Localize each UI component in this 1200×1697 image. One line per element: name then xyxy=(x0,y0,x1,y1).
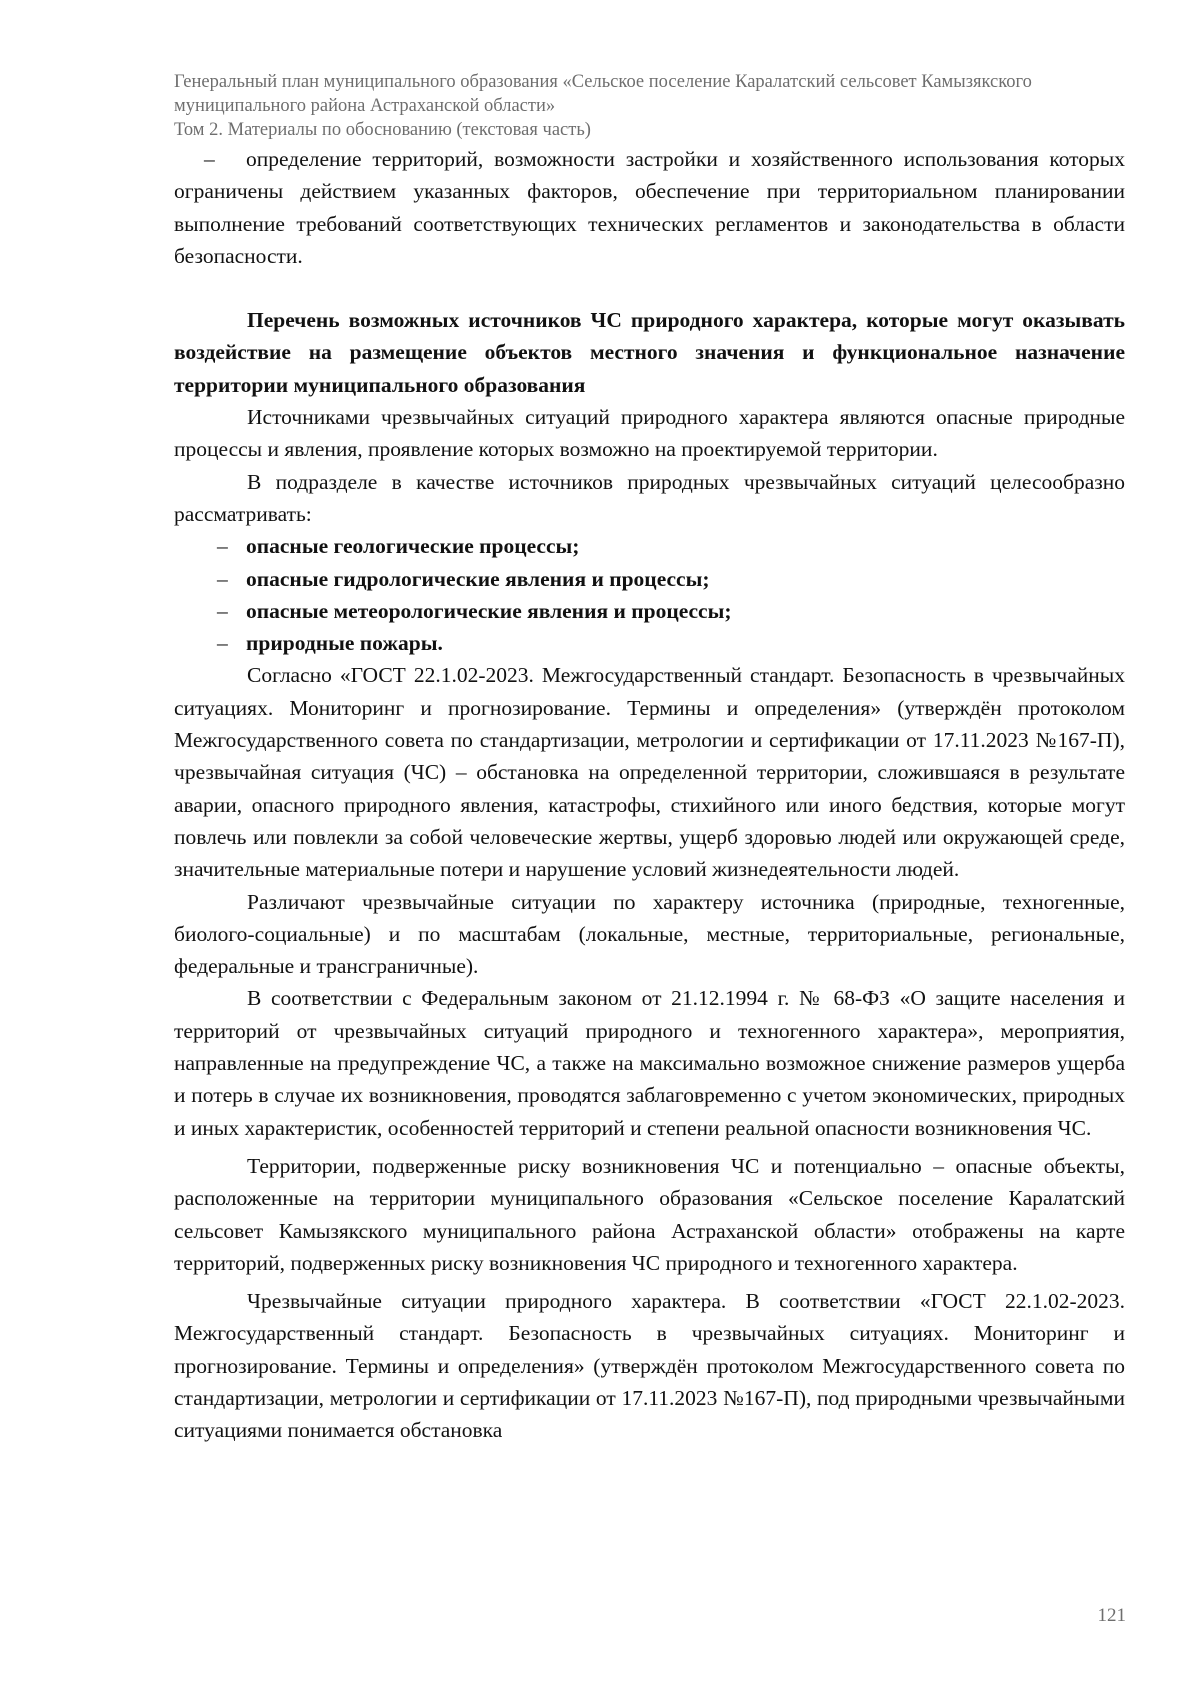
intro-list-item-text: определение территорий, возможности застройки и хозяйственного использования которых ограничены действием указанных факторов, обеспечение при территориальном планировании выполнение требований соответствующих технических регламентов и законодательства в области безопасности. xyxy=(174,147,1125,268)
hazard-list-item xyxy=(174,627,1125,659)
page-body xyxy=(174,143,1125,1447)
paragraph-7: Чрезвычайные ситуации природного характера. В соответствии «ГОСТ 22.1.02-2023. Межгосударственный стандарт. Безопасность в чрезвычайных ситуациях. Мониторинг и прогнозирование. Термины и определения» (утверждён протоколом Межгосударственного совета по стандартизации, метрологии и сертификации от 17.11.2023 №167-П), под природными чрезвычайными ситуациями понимается обстановка xyxy=(174,1289,1125,1443)
dash-marker: – xyxy=(204,147,215,171)
paragraph-5: В соответствии с Федеральным законом от 21.12.1994 г. № 68-ФЗ «О защите населения и территорий от чрезвычайных ситуаций природного и техногенного характера», мероприятия, направленные на предупреждение ЧС, а также на максимально возможное снижение размеров ущерба и потерь в случае их возникновения, проводятся заблаговременно с учетом экономических, природных и иных характеристик, особенностей территорий и степени реальной опасности возникновения ЧС. xyxy=(174,986,1125,1140)
section-heading: Перечень возможных источников ЧС природного характера, которые могут оказывать воздействие на размещение объектов местного значения и функциональное назначение территории муниципального образования xyxy=(174,308,1125,397)
dash-marker: – xyxy=(217,598,228,623)
dash-marker: – xyxy=(217,534,228,559)
hazard-list-item xyxy=(174,530,1125,562)
header-line-1: Генеральный план муниципального образования «Сельское поселение Каралатский сельсовет Камызякского xyxy=(174,72,1032,92)
intro-list-item xyxy=(174,143,1125,272)
hazard-list-item-text: опасные геологические процессы; xyxy=(246,534,580,559)
dash-marker: – xyxy=(217,566,228,591)
hazard-list-item xyxy=(174,595,1125,627)
paragraph-2: В подразделе в качестве источников природных чрезвычайных ситуаций целесообразно рассматривать: xyxy=(174,469,1125,526)
page-number: 121 xyxy=(1097,1605,1126,1626)
dash-marker: – xyxy=(217,631,228,656)
paragraph-3: Согласно «ГОСТ 22.1.02-2023. Межгосударственный стандарт. Безопасность в чрезвычайных ситуациях. Мониторинг и прогнозирование. Термины и определения» (утверждён протоколом Межгосударственного совета по стандартизации, метрологии и сертификации от 17.11.2023 №167-П), чрезвычайная ситуация (ЧС) – обстановка на определенной территории, сложившаяся в результате аварии, опасного природного явления, катастрофы, стихийного или иного бедствия, которые могут повлечь или повлекли за собой человеческие жертвы, ущерб здоровью людей или окружающей среде, значительные материальные потери и нарушение условий жизнедеятельности людей. xyxy=(174,663,1125,882)
paragraph-4: Различают чрезвычайные ситуации по характеру источника (природные, техногенные, биолого-социальные) и по масштабам (локальные, местные, территориальные, региональные, федеральные и трансграничные). xyxy=(174,889,1125,979)
page-header xyxy=(174,70,1134,142)
paragraph-6: Территории, подверженные риску возникновения ЧС и потенциально – опасные объекты, расположенные на территории муниципального образования «Сельское поселение Каралатский сельсовет Камызякского муниципального района Астраханской области» отображены на карте территорий, подверженных риску возникновения ЧС природного и техногенного характера. xyxy=(174,1153,1125,1275)
hazard-list-item-text: опасные гидрологические явления и процессы; xyxy=(246,566,710,591)
header-line-2: муниципального района Астраханской области» xyxy=(174,96,556,116)
hazard-list xyxy=(174,530,1125,659)
paragraph-1: Источниками чрезвычайных ситуаций природного характера являются опасные природные процессы и явления, проявление которых возможно на проектируемой территории. xyxy=(174,405,1125,462)
header-line-3: Том 2. Материалы по обоснованию (текстовая часть) xyxy=(174,120,591,140)
hazard-list-item-text: природные пожары. xyxy=(246,631,443,656)
hazard-list-item xyxy=(174,563,1125,595)
hazard-list-item-text: опасные метеорологические явления и процессы; xyxy=(246,598,732,623)
